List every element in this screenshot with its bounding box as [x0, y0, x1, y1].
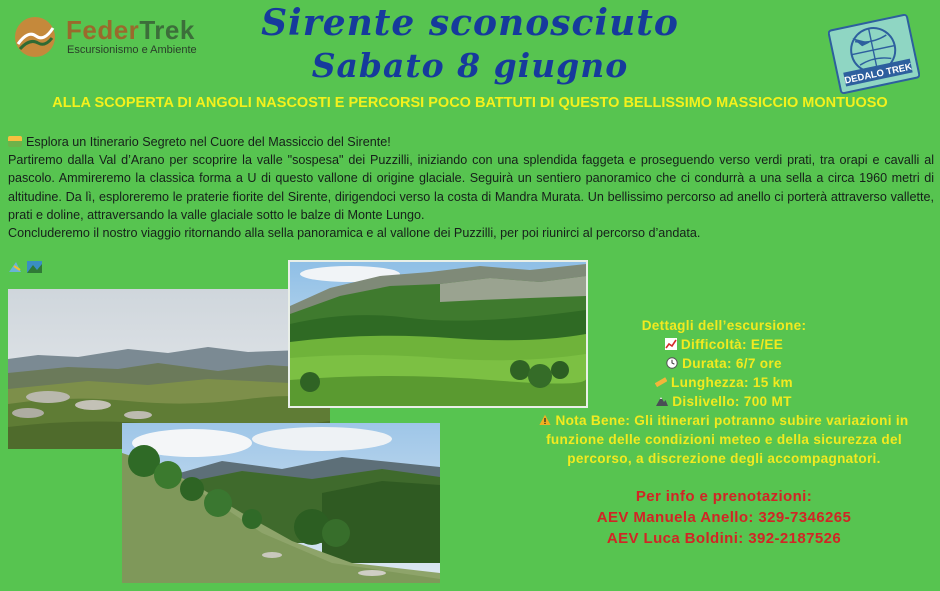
detail-duration: [524, 354, 924, 373]
detail-length: [524, 373, 924, 392]
title-line2: Sabato 8 giugno: [311, 46, 629, 85]
elevation-text: Dislivello: 700 MT: [672, 394, 792, 409]
description-paragraph-2: Concluderemo il nostro viaggio ritornando alla sella panoramica e al vallone dei Puzzilli, per poi riunirci al percorso d’andata.: [8, 226, 701, 241]
dedalo-trek-stamp-icon: [828, 14, 920, 94]
warning-icon: [539, 414, 551, 426]
details-heading: Dettagli dell’escursione:: [641, 318, 807, 333]
description-lead: [8, 133, 934, 151]
contact-info: [524, 486, 924, 549]
logo-name-part2: Trek: [139, 15, 195, 45]
detail-elevation: [524, 392, 924, 411]
logo-tagline: Escursionismo e Ambiente: [67, 44, 197, 56]
title-line1: Sirente sconosciuto: [261, 2, 679, 44]
contact-2: AEV Luca Boldini: 392-2187526: [606, 530, 842, 547]
note-text: Nota Bene: Gli itinerari potranno subire variazioni in funzione delle condizioni meteo e della sicurezza del percorso, a discrezione degli accompagnatori.: [546, 413, 909, 466]
hiking-emoji-icon: [8, 260, 48, 274]
contact-1: AEV Manuela Anello: 329-7346265: [596, 509, 852, 526]
length-text: Lunghezza: 15 km: [671, 375, 793, 390]
sunrise-icon: [8, 136, 22, 147]
stamp-text: DEDALO TREK: [843, 61, 913, 87]
subtitle: ALLA SCOPERTA DI ANGOLI NASCOSTI E PERCORSI POCO BATTUTI DI QUESTO BELLISSIMO MASSICCIO MONTUOSO: [52, 95, 888, 111]
mountain-icon: [656, 395, 668, 407]
duration-text: Durata: 6/7 ore: [682, 356, 782, 371]
logo-name-part1: Feder: [66, 15, 140, 45]
clock-icon: [666, 357, 678, 369]
ruler-icon: [655, 376, 667, 388]
excursion-details: [524, 316, 924, 468]
difficulty-text: Difficoltà: E/EE: [680, 337, 784, 352]
chart-increasing-icon: [665, 338, 677, 350]
detail-note: [524, 411, 924, 468]
description: [8, 133, 934, 242]
description-paragraph-1: Partiremo dalla Val d’Arano per scoprire la valle "sospesa" dei Puzzilli, iniziando con una splendida faggeta e proseguendo verso verdi prati, tra orapi e cavalli al pascolo. Ammireremo la classica forma a U di questo vallone di origine glaciale. Seguirà un sentiero panoramico che ci condurrà a una sella a circa 1960 metri di altitudine. Da lì, esploreremo le praterie fiorite del Sirente, dirigendoci verso la costa di Mandra Murata. Un bellissimo percorso ad anello ci porterà attraverso vallette, prati e doline, attraversando la valle glaciale sotto le balze di Monte Lungo.: [8, 153, 934, 222]
contact-heading: Per info e prenotazioni:: [635, 488, 813, 505]
detail-difficulty: [524, 335, 924, 354]
photo-hillside-trees: [122, 423, 440, 583]
lead-text: Esplora un Itinerario Segreto nel Cuore del Massiccio del Sirente!: [26, 135, 391, 149]
